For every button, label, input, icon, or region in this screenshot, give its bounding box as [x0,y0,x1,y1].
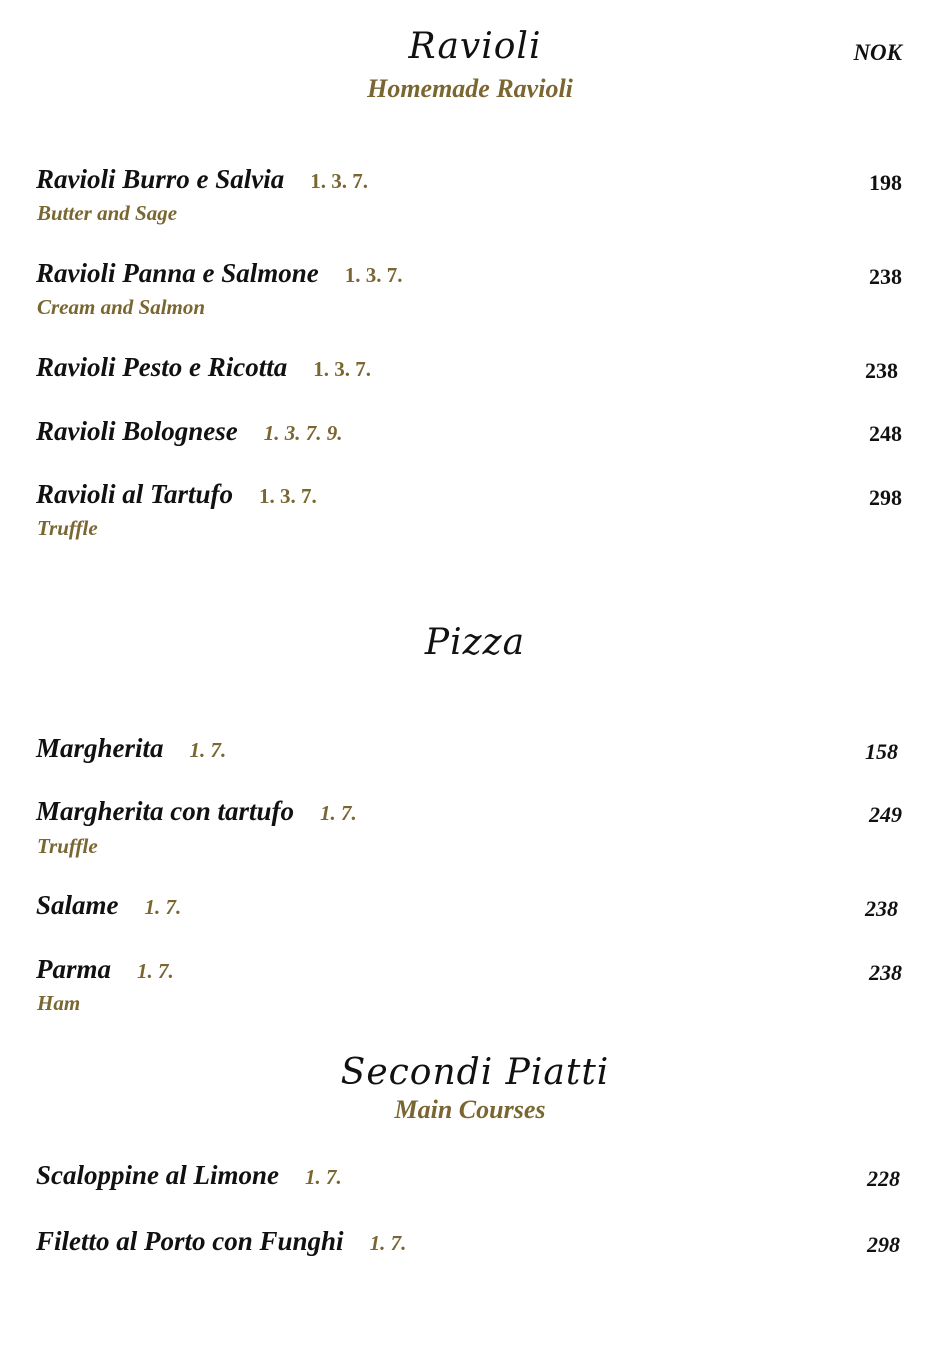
allergen-codes: 1. 7. [320,801,357,825]
item-description: Truffle [37,516,98,540]
item-price: 228 [867,1166,900,1191]
currency-label: NOK [853,40,902,65]
allergen-codes: 1. 7. [189,738,227,762]
menu-item [36,954,174,985]
menu-item [36,1160,342,1191]
item-price: 238 [869,264,902,289]
item-price: 248 [869,421,902,446]
item-price: 158 [865,739,898,764]
menu-item [36,416,343,447]
item-name: Filetto al Porto con Funghi [36,1226,344,1256]
menu-item [36,796,357,827]
item-name: Scaloppine al Limone [36,1160,279,1190]
item-description: Butter and Sage [37,201,178,225]
item-name: Salame [36,890,119,920]
menu-item [36,890,181,921]
allergen-codes: 1. 3. 7. [313,357,371,381]
item-name: Parma [36,954,112,984]
menu-item [36,733,226,764]
item-price: 249 [869,802,902,827]
item-name: Margherita con tartufo [36,796,295,826]
item-name: Margherita [36,733,164,763]
allergen-codes: 1. 7. [369,1231,407,1255]
item-price: 238 [865,358,898,383]
section-title-ravioli: Ravioli [408,26,542,67]
menu-item [36,479,317,510]
section-subtitle-ravioli: Homemade Ravioli [367,74,573,103]
item-description: Truffle [37,834,98,858]
item-name: Ravioli Panna e Salmone [36,258,319,288]
item-name: Ravioli al Tartufo [36,479,234,509]
item-name: Ravioli Burro e Salvia [36,164,285,194]
menu-item [36,1226,406,1257]
item-price: 238 [869,960,902,985]
allergen-codes: 1. 3. 7. [310,169,369,193]
allergen-codes: 1. 7. [305,1165,342,1189]
item-price: 298 [869,485,902,510]
menu-item [36,352,371,383]
item-name: Ravioli Pesto e Ricotta [36,352,288,382]
allergen-codes: 1. 3. 7. [344,263,403,287]
item-price: 298 [867,1232,900,1257]
item-price: 238 [865,896,898,921]
item-price: 198 [869,170,902,195]
allergen-codes: 1. 3. 7. 9. [263,421,343,445]
item-description: Ham [37,991,81,1015]
section-title-secondi: Secondi Piatti [340,1052,610,1093]
item-description: Cream and Salmon [37,295,206,319]
menu-item [36,164,368,195]
allergen-codes: 1. 7. [144,895,182,919]
allergen-codes: 1. 7. [137,959,174,983]
allergen-codes: 1. 3. 7. [259,484,317,508]
item-name: Ravioli Bolognese [36,416,238,446]
menu-item [36,258,403,289]
section-subtitle-secondi: Main Courses [394,1095,546,1124]
section-title-pizza: Pizza [424,622,526,663]
